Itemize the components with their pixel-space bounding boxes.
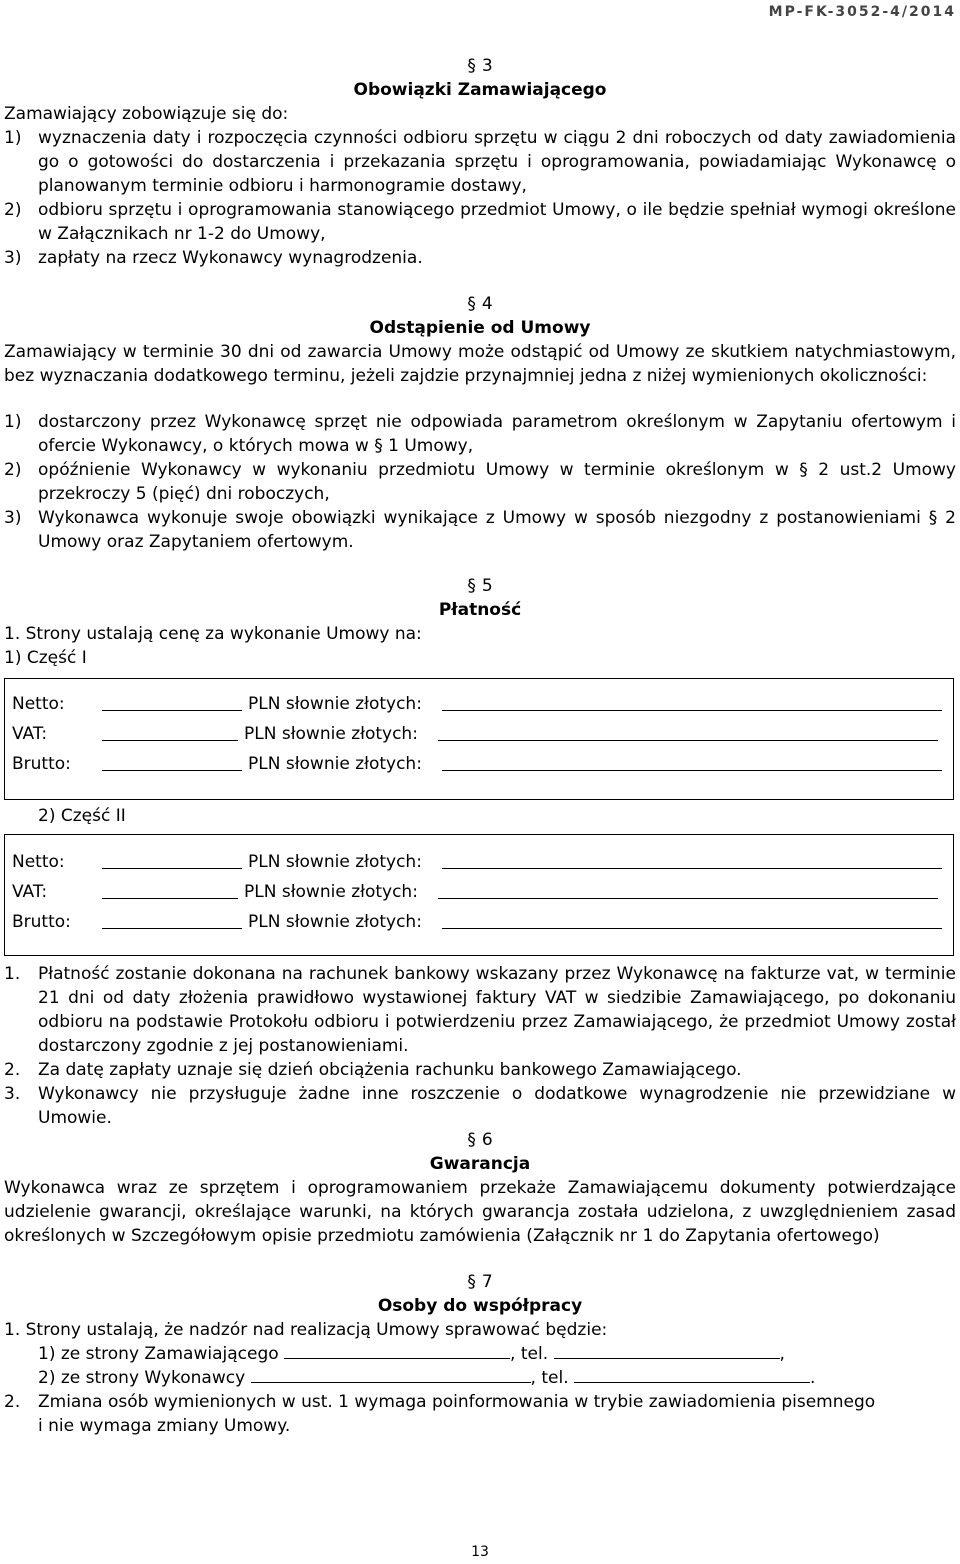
section-3-number: § 3 (467, 56, 493, 76)
item-text: wyznaczenia daty i rozpoczęcia czynności odbioru sprzętu w ciągu 2 dni roboczych od daty zawiadomienia go o gotowości do dostarczenia i przekazania sprzętu i oprogramowania, powiadamiając Wykonawcę o planowanym terminie odbioru i harmonogramie dostawy, (38, 128, 956, 196)
item-text: dostarczony przez Wykonawcę sprzęt nie odpowiada parametrom określonym w Zapytaniu ofertowym i ofercie Wykonawcy, o których mowa w § 1 Umowy, (38, 412, 956, 456)
section-4-intro: Zamawiający w terminie 30 dni od zawarcia Umowy może odstąpić od Umowy ze skutkiem natychmiastowym, bez wyznaczania dodatkowego terminu, jeżeli zajdzie przynajmniej jedna z niżej wymienionych okoliczności: (4, 342, 956, 386)
item-text: Płatność zostanie dokonana na rachunek bankowy wskazany przez Wykonawcę na fakturze vat, w terminie 21 dni od daty złożenia prawidłowo wystawionej faktury VAT w siedzibie Zamawiającego, po dokonaniu odbioru na podstawie Protokołu odbioru i potwierdzeniu przez Zamawiającego, że przedmiot Umowy został dostarczony zgodnie z jej postanowieniami. (38, 964, 956, 1056)
price-row-netto-1 (12, 692, 942, 716)
tel-label: , tel. (530, 1368, 569, 1388)
words-blank[interactable] (442, 710, 942, 711)
price-row-netto-2 (12, 850, 942, 874)
row-label: VAT: (12, 882, 48, 902)
item-number: 3) (4, 248, 22, 268)
row-label: Brutto: (12, 754, 71, 774)
price-row-brutto-1 (12, 752, 942, 776)
item-number: 2) (4, 460, 22, 480)
section-6-text: Wykonawca wraz ze sprzętem i oprogramowaniem przekaże Zamawiającemu dokumenty potwierdzające udzielenie gwarancji, określające warunki, na których gwarancja została udzielona, z uwzględnieniem zasad określonych w Szczegółowym opisie przedmiotu zamówienia (Załącznik nr 1 do Zapytania ofertowego) (4, 1178, 956, 1246)
item-text: Wykonawcy nie przysługuje żadne inne roszczenie o dodatkowe wynagrodzenie nie przewidziane w Umowie. (38, 1084, 956, 1128)
item-number: 2) (4, 200, 22, 220)
amount-blank[interactable] (102, 740, 238, 741)
row-end: . (810, 1368, 816, 1388)
item-number: 1) (4, 128, 22, 148)
row-end: , (779, 1344, 785, 1364)
amount-blank[interactable] (102, 770, 242, 771)
row-words-label: PLN słownie złotych: (244, 882, 418, 902)
item-number: 1) (4, 412, 22, 432)
contact-label: 2) ze strony Wykonawcy (38, 1368, 246, 1388)
item-text-line-1: Zmiana osób wymienionych w ust. 1 wymaga poinformowania w trybie zawiadomienia pisemnego (38, 1392, 876, 1412)
name-blank[interactable] (251, 1366, 531, 1383)
words-blank[interactable] (438, 898, 938, 899)
row-words-label: PLN słownie złotych: (248, 912, 422, 932)
words-blank[interactable] (442, 928, 942, 929)
section-5-intro: 1. Strony ustalają cenę za wykonanie Umowy na: (4, 624, 422, 644)
contact-row-contractor (38, 1366, 938, 1390)
section-3-intro: Zamawiający zobowiązuje się do: (4, 104, 289, 124)
price-row-vat-2 (12, 880, 942, 904)
section-5-number: § 5 (467, 576, 493, 596)
section-7-title: Osoby do współpracy (377, 1296, 583, 1316)
section-7-intro: 1. Strony ustalają, że nadzór nad realizacją Umowy sprawować będzie: (4, 1320, 608, 1340)
section-6-number: § 6 (467, 1130, 493, 1150)
contact-row-ordering (38, 1342, 938, 1366)
tel-label: , tel. (510, 1344, 549, 1364)
amount-blank[interactable] (102, 928, 242, 929)
amount-blank[interactable] (102, 868, 242, 869)
section-5-part-1: 1) Część I (4, 648, 87, 668)
header-code: MP-FK-3052-4/2014 (768, 4, 956, 20)
tel-blank[interactable] (554, 1342, 780, 1359)
section-4-number: § 4 (467, 294, 493, 314)
item-text: zapłaty na rzecz Wykonawcy wynagrodzenia. (38, 248, 423, 268)
section-4-title: Odstąpienie od Umowy (369, 318, 591, 338)
row-label: Netto: (12, 694, 65, 714)
words-blank[interactable] (438, 740, 938, 741)
item-text: odbioru sprzętu i oprogramowania stanowiącego przedmiot Umowy, o ile będzie spełniał wymogi określone w Załącznikach nr 1-2 do Umowy, (38, 200, 956, 244)
section-5-title: Płatność (438, 600, 522, 620)
row-label: Brutto: (12, 912, 71, 932)
row-label: VAT: (12, 724, 48, 744)
row-words-label: PLN słownie złotych: (248, 754, 422, 774)
row-words-label: PLN słownie złotych: (248, 694, 422, 714)
contact-label: 1) ze strony Zamawiającego (38, 1344, 279, 1364)
row-label: Netto: (12, 852, 65, 872)
item-text: opóźnienie Wykonawcy w wykonaniu przedmiotu Umowy w terminie określonym w § 2 ust.2 Umowy przekroczy 5 (pięć) dni roboczych, (38, 460, 956, 504)
price-row-brutto-2 (12, 910, 942, 934)
tel-blank[interactable] (574, 1366, 810, 1383)
section-5-part-2: 2) Część II (38, 806, 126, 826)
item-text-line-2: i nie wymaga zmiany Umowy. (38, 1416, 291, 1436)
item-text: Za datę zapłaty uznaje się dzień obciążenia rachunku bankowego Zamawiającego. (38, 1060, 742, 1080)
name-blank[interactable] (284, 1342, 510, 1359)
item-number: 1. (4, 964, 21, 984)
item-text (38, 1390, 956, 1438)
row-words-label: PLN słownie złotych: (248, 852, 422, 872)
row-words-label: PLN słownie złotych: (244, 724, 418, 744)
item-number: 2. (4, 1060, 21, 1080)
page-number: 13 (471, 1544, 489, 1560)
section-7-number: § 7 (467, 1272, 493, 1292)
amount-blank[interactable] (102, 710, 242, 711)
item-text: Wykonawca wykonuje swoje obowiązki wynikające z Umowy w sposób niezgodny z postanowieniami § 2 Umowy oraz Zapytaniem ofertowym. (38, 508, 956, 552)
amount-blank[interactable] (102, 898, 238, 899)
item-number: 3) (4, 508, 22, 528)
price-row-vat-1 (12, 722, 942, 746)
words-blank[interactable] (442, 770, 942, 771)
section-3-title: Obowiązki Zamawiającego (353, 80, 607, 100)
item-number: 3. (4, 1084, 21, 1104)
words-blank[interactable] (442, 868, 942, 869)
item-number: 2. (4, 1392, 21, 1412)
section-6-title: Gwarancja (429, 1154, 531, 1174)
